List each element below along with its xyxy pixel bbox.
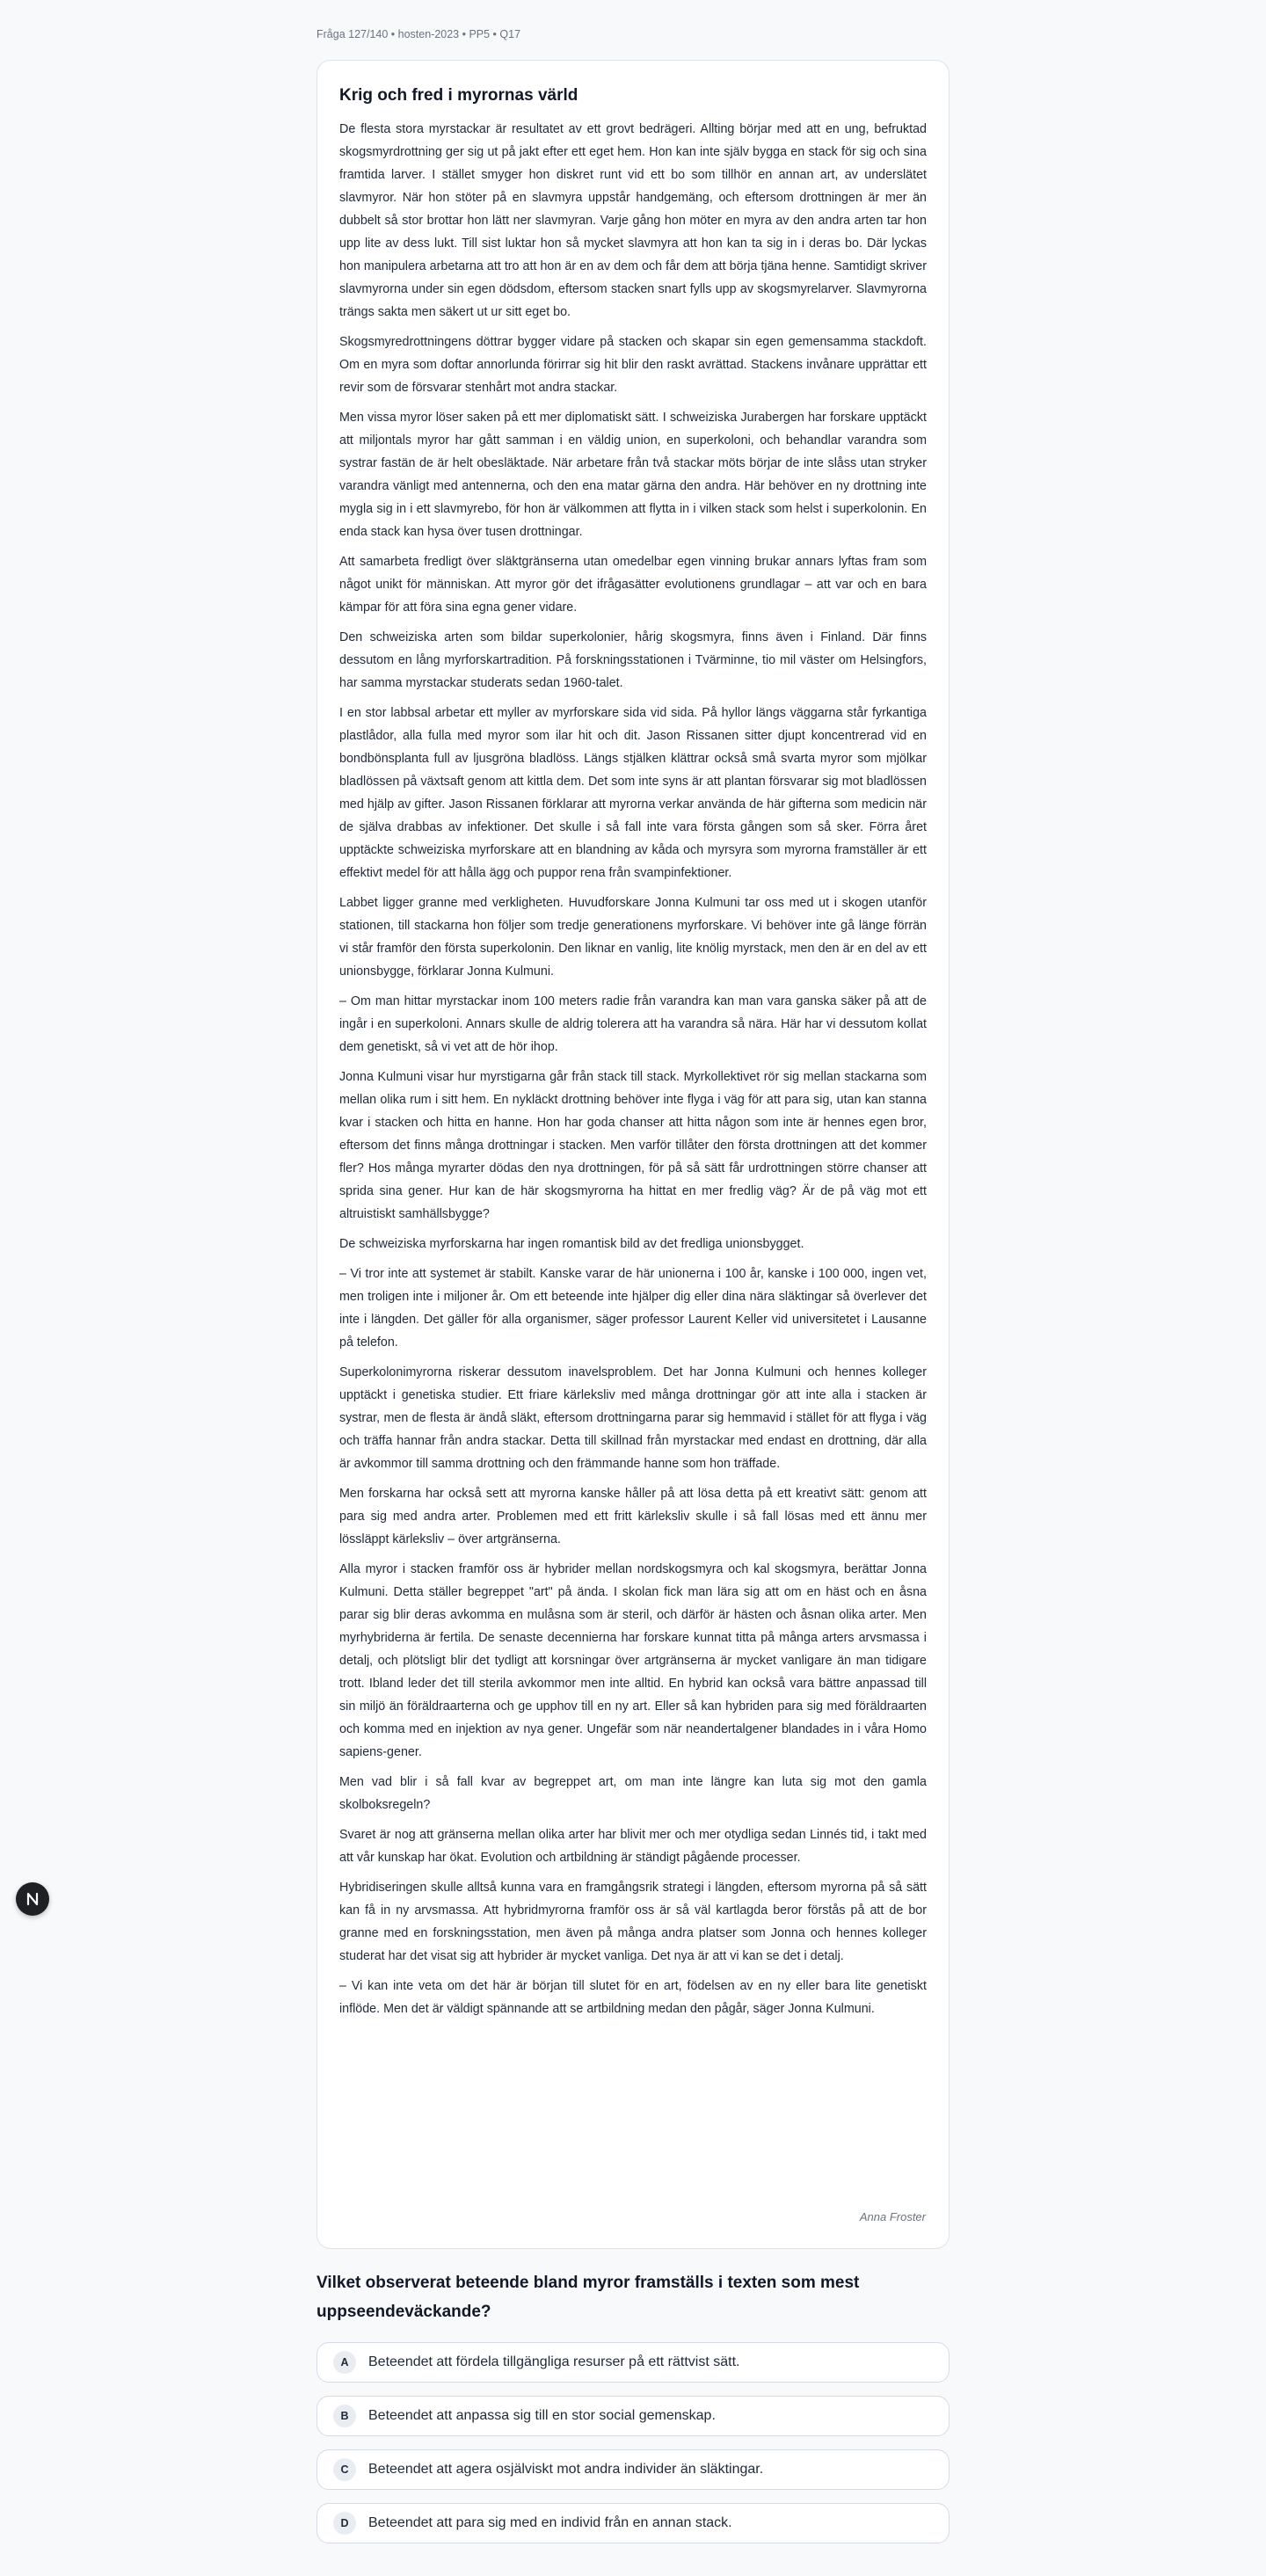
option-label: Beteendet att agera osjälviskt mot andra individer än släktingar.	[368, 2462, 764, 2477]
article-title: Krig och fred i myrornas värld	[339, 86, 578, 105]
answer-option-a[interactable]	[316, 2342, 950, 2383]
article-paragraph: Skogsmyredrottningens döttrar bygger vidare på stacken och skapar sin egen gemensamma stackdoft. Om en myra som doftar annorlunda förirrar sig hit blir den raskt avrättad. Stackens invånare upprättar ett revir som de försvarar stenhårt mot andra stackar.	[339, 334, 927, 395]
article-paragraph: Superkolonimyrorna riskerar dessutom inavelsproblem. Det har Jonna Kulmuni och hennes kolleger upptäckt i genetiska studier. Ett friare kärleksliv med många drottningar gör att inte alla i stacken är systrar, men de flesta är ändå släkt, eftersom drottningarna parar sig hemmavid i stället för att flyga i väg och träffa hannar från andra stackar. Detta till skillnad från myrstackar med endast en drottning, där alla är avkommor till samma drottning och den främmande hanne som hon träffade.	[339, 1364, 927, 1471]
article-paragraph: Men vissa myror löser saken på ett mer diplomatiskt sätt. I schweiziska Jurabergen har forskare upptäckt att miljontals myror har gått samman i en väldig union, en superkoloni, och behandlar varandra som systrar fastän de är helt obesläktade. När arbetare från två stackar möts börjar de inte slåss utan stryker varandra vänligt med antennerna, och den ena matar gärna den andra. Här behöver en ny drottning inte mygla sig in i ett slavmyrebo, för hon är välkommen att flytta in i vilken stack som helst i superkolonin. En enda stack kan hysa över tusen drottningar.	[339, 410, 927, 539]
option-label: Beteendet att fördela tillgängliga resurser på ett rättvist sätt.	[368, 2354, 740, 2369]
question-meta: Fråga 127/140 • hosten-2023 • PP5 • Q17	[316, 28, 521, 40]
option-letter-badge: B	[333, 2405, 356, 2427]
article-paragraph: – Vi kan inte veta om det här är början till slutet för en art, födelsen av en ny eller bara lite genetiskt inflöde. Men det är väldigt spännande att se artbildning medan den pågår, säger Jonna Kulmuni.	[339, 1978, 927, 2016]
article-paragraph: Alla myror i stacken framför oss är hybrider mellan nordskogsmyra och kal skogsmyra, berättar Jonna Kulmuni. Detta ställer begreppet "art" på ända. I skolan fick man lära sig att om en häst och en åsna parar sig blir deras avkomma en mulåsna som är steril, och därför är hästen och åsnan olika arter. Men myrhybriderna är fertila. De senaste decennierna har forskare kunnat titta på många arters arvsmassa i detalj, och plötsligt blir det tydligt att korsningar över artgränserna är mycket vanligare än man tidigare trott. Ibland leder det till sterila avkommor men inte alltid. En hybrid kan också vara bättre anpassad till sin miljö än föräldraarterna och ge upphov till en ny art. Eller så kan hybriden para sig med föräldraarten och komma med en injektion av nya gener. Ungefär som när neandertalgener blandades in i våra Homo sapiens-gener.	[339, 1561, 927, 1759]
article-paragraph: Men forskarna har också sett att myrorna kanske håller på att lösa detta på ett kreativt sätt: genom att para sig med andra arter. Problemen med ett fritt kärleksliv skulle i så fall lösas med ett ännu mer lössläppt kärleksliv – över artgränserna.	[339, 1486, 927, 1546]
n-logo-icon	[25, 1891, 40, 1907]
article-paragraph: Svaret är nog att gränserna mellan olika arter har blivit mer och mer otydliga sedan Linnés tid, i takt med att vår kunskap har ökat. Evolution och artbildning är ständigt pågående processer.	[339, 1827, 927, 1865]
answer-options	[316, 2342, 950, 2557]
article-body	[339, 118, 927, 2020]
answer-option-d[interactable]	[316, 2503, 950, 2543]
article-paragraph: Labbet ligger granne med verkligheten. Huvudforskare Jonna Kulmuni tar oss med ut i skogen utanför stationen, till stackarna hon följer som tredje generationens myrforskare. Vi behöver inte gå länge förrän vi står framför den första superkolonin. Den liknar en vanlig, lite knölig myrstack, men den är en del av ett unionsbygge, förklarar Jonna Kulmuni.	[339, 895, 927, 979]
article-paragraph: – Vi tror inte att systemet är stabilt. Kanske varar de här unionerna i 100 år, kanske i 100 000, ingen vet, men troligen inte i miljoner år. Om ett beteende inte hjälper dig eller dina nära släktingar så överlever det inte i längden. Det gäller för alla organismer, säger professor Laurent Keller vid universitetet i Lausanne på telefon.	[339, 1266, 927, 1350]
article-paragraph: Hybridiseringen skulle alltså kunna vara en framgångsrik strategi i längden, eftersom myrorna på så sätt kan få in ny arvsmassa. Att hybridmyrorna framför oss är så väl kartlagda beror förstås på att de bor granne med en forskningsstation, men även på många andra platser som Jonna och hennes kolleger studerat har det visat sig att hybrider är mycket vanliga. Det nya är att vi kan se det i detalj.	[339, 1880, 927, 1963]
article-paragraph: De flesta stora myrstackar är resultatet av ett grovt bedrägeri. Allting börjar med att en ung, befruktad skogsmyrdrottning ger sig ut på jakt efter ett eget hem. Hon kan inte själv bygga en stack för sig och sina framtida larver. I stället smyger hon diskret runt vid ett bo som tillhör en annan art, av underslätet slavmyror. När hon stöter på en slavmyra uppstår handgemäng, och eftersom drottningen är mer än dubbelt så stor brottar hon lätt ner slavmyran. Varje gång hon möter en myra av den andra arten tar hon upp lite av dess lukt. Till sist luktar hon så mycket slavmyra att hon kan ta sig in i deras bo. Där lyckas hon manipulera arbetarna att tro att hon är en av dem och får dem att börja tjäna henne. Samtidigt skriver slavmyrorna under sin egen dödsdom, eftersom stacken snart fylls upp av skogsmyrelarver. Slavmyrorna trängs sakta men säkert ut ur sitt eget bo.	[339, 121, 927, 319]
option-label: Beteendet att para sig med en individ från en annan stack.	[368, 2515, 732, 2530]
article-paragraph: Jonna Kulmuni visar hur myrstigarna går från stack till stack. Myrkollektivet rör sig mellan stackarna som mellan olika rum i sitt hem. En nykläckt drottning behöver inte flyga i väg för att para sig, utan kan stanna kvar i stacken och hitta en hanne. Hon har goda chanser att hitta någon som inte är hennes egen bror, eftersom det finns många drottningar i stacken. Men varför tillåter den första drottningen att det kommer fler? Hos många myrarter dödas den nya drottningen, för på så sätt får urdrottningen större chanser att sprida sina gener. Hur kan de här skogsmyrorna ha hittat en mer fredlig väg? Är de på väg mot ett altruistiskt samhällsbygge?	[339, 1069, 927, 1221]
option-letter-badge: A	[333, 2351, 356, 2374]
option-letter-badge: D	[333, 2512, 356, 2535]
option-letter-badge: C	[333, 2458, 356, 2481]
floating-assistant-button[interactable]	[16, 1882, 49, 1916]
article-author: Anna Froster	[859, 2210, 926, 2223]
article-paragraph: – Om man hittar myrstackar inom 100 meters radie från varandra kan man vara ganska säker på att de ingår i en superkoloni. Annars skulle de aldrig tolerera att ha varandra så nära. Här har vi dessutom kollat dem genetiskt, så vi vet att de hör ihop.	[339, 993, 927, 1054]
article-paragraph: Att samarbeta fredligt över släktgränserna utan omedelbar egen vinning brukar annars lyftas fram som något unikt för människan. Att myror gör det ifrågasätter evolutionens grundlagar – att var och en bara kämpar för att föra sina egna gener vidare.	[339, 554, 927, 615]
article-paragraph: Den schweiziska arten som bildar superkolonier, hårig skogsmyra, finns även i Finland. Där finns dessutom en lång myrforskartradition. På forskningsstationen i Tvärminne, tio mil väster om Helsingfors, har samma myrstackar studerats sedan 1960-talet.	[339, 629, 927, 690]
article-paragraph: Men vad blir i så fall kvar av begreppet art, om man inte längre kan luta sig mot den gamla skolboksregeln?	[339, 1774, 927, 1812]
option-label: Beteendet att anpassa sig till en stor social gemenskap.	[368, 2408, 716, 2423]
answer-option-b[interactable]	[316, 2396, 950, 2436]
answer-option-c[interactable]	[316, 2449, 950, 2490]
article-paragraph: I en stor labbsal arbetar ett myller av myrforskare sida vid sida. På hyllor längs väggarna står fyrkantiga plastlådor, alla fulla med myror som ilar hit och dit. Jason Rissanen sitter djupt koncentrerad vid en bondbönsplanta full av ljusgröna bladlöss. Längs stjälken klättrar också små svarta myror som mjölkar bladlössen på växtsaft genom att kittla dem. Det som inte syns är att plantan försvarar sig mot bladlössen med hjälp av gifter. Jason Rissanen förklarar att myrorna verkar använda de här gifterna som medicin när de själva drabbas av infektioner. Det skulle i så fall inte vara första gången som så sker. Förra året upptäckte schweiziska myrforskare att en blandning av kåda och myrsyra som myrorna framställer är ett effektivt medel för att hålla ägg och puppor rena från svampinfektioner.	[339, 705, 927, 880]
article-paragraph: De schweiziska myrforskarna har ingen romantisk bild av det fredliga unionsbygget.	[339, 1236, 804, 1251]
question-text: Vilket observerat beteende bland myror framställs i texten som mest uppseendeväckande?	[316, 2274, 860, 2321]
article-card	[316, 60, 950, 2249]
